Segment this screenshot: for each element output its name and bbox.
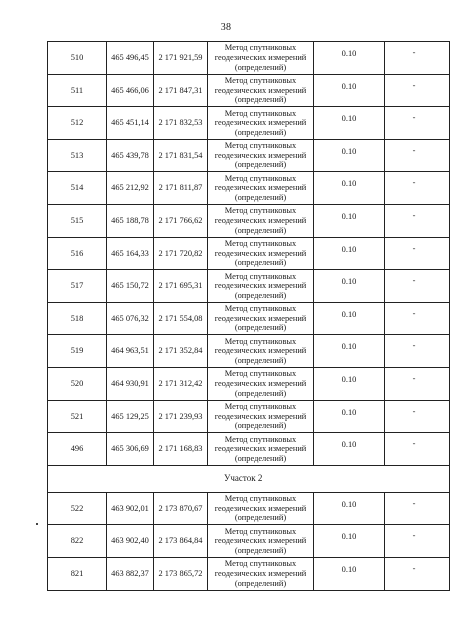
method-line: геодезических измерений	[214, 313, 307, 323]
point-number-cell: 520	[48, 367, 107, 400]
method-line: (определений)	[234, 258, 287, 268]
method-line: Метод спутниковых	[224, 43, 297, 53]
method-cell	[208, 42, 314, 75]
accuracy-cell	[314, 107, 385, 140]
method-line: геодезических измерений	[214, 248, 307, 258]
method-cell	[208, 367, 314, 400]
method-line: Метод спутниковых	[224, 336, 297, 346]
method-line: геодезических измерений	[214, 53, 307, 62]
x-coordinate-cell: 465 150,72	[107, 270, 154, 303]
method-line: геодезических измерений	[214, 568, 307, 578]
method-line: (определений)	[234, 225, 287, 235]
method-line: (определений)	[234, 355, 287, 365]
method-line: (определений)	[234, 290, 287, 300]
table-row	[48, 270, 450, 303]
y-coordinate-cell: 2 173 864,84	[154, 525, 208, 558]
x-coordinate-cell: 465 212,92	[107, 172, 154, 205]
method-cell	[208, 525, 314, 558]
method-line: геодезических измерений	[214, 444, 307, 454]
extra-cell-text: -	[412, 210, 416, 220]
y-coordinate-cell: 2 173 865,72	[154, 557, 208, 590]
method-line: (определений)	[234, 513, 287, 523]
method-line: Метод спутниковых	[224, 434, 297, 444]
extra-cell	[385, 139, 450, 172]
method-line: геодезических измерений	[214, 536, 307, 546]
point-number-cell: 822	[48, 525, 107, 558]
method-line: Метод спутниковых	[224, 304, 297, 314]
x-coordinate-cell: 465 129,25	[107, 400, 154, 433]
x-coordinate-cell: 463 882,37	[107, 557, 154, 590]
extra-cell-text: -	[412, 439, 416, 449]
method-line: (определений)	[234, 95, 287, 105]
method-cell	[208, 400, 314, 433]
accuracy-cell	[314, 74, 385, 107]
extra-cell-text: -	[412, 498, 416, 508]
method-line: геодезических измерений	[214, 346, 307, 356]
method-cell	[208, 204, 314, 237]
extra-cell-text: -	[412, 563, 416, 573]
x-coordinate-cell: 465 188,78	[107, 204, 154, 237]
point-number-cell: 516	[48, 237, 107, 270]
point-number-cell: 514	[48, 172, 107, 205]
extra-cell-text: -	[412, 373, 416, 383]
coordinates-table	[47, 41, 450, 591]
accuracy-cell-text: 0.10	[341, 179, 357, 189]
accuracy-cell	[314, 139, 385, 172]
method-line: (определений)	[234, 160, 287, 170]
x-coordinate-cell: 465 496,45	[107, 42, 154, 75]
extra-cell	[385, 270, 450, 303]
method-line: Метод спутниковых	[224, 401, 297, 411]
extra-cell	[385, 557, 450, 590]
point-number-cell: 521	[48, 400, 107, 433]
extra-cell-text: -	[412, 113, 416, 123]
table-row	[48, 433, 450, 466]
section-title: Участок 2	[48, 465, 450, 492]
accuracy-cell	[314, 270, 385, 303]
extra-cell	[385, 400, 450, 433]
table-row	[48, 302, 450, 335]
x-coordinate-cell: 465 164,33	[107, 237, 154, 270]
accuracy-cell-text: 0.10	[341, 374, 357, 384]
table-row	[48, 335, 450, 368]
y-coordinate-cell: 2 171 921,59	[154, 42, 208, 75]
extra-cell	[385, 367, 450, 400]
method-line: геодезических измерений	[214, 411, 307, 421]
method-cell	[208, 74, 314, 107]
accuracy-cell-text: 0.10	[341, 499, 357, 509]
method-line: геодезических измерений	[214, 85, 307, 95]
accuracy-cell	[314, 302, 385, 335]
extra-cell	[385, 525, 450, 558]
y-coordinate-cell: 2 171 352,84	[154, 335, 208, 368]
accuracy-cell-text: 0.10	[341, 244, 357, 254]
table-row	[48, 237, 450, 270]
method-line: геодезических измерений	[214, 215, 307, 225]
extra-cell-text: -	[412, 145, 416, 155]
method-line: (определений)	[234, 388, 287, 398]
x-coordinate-cell: 465 439,78	[107, 139, 154, 172]
page-number: 38	[220, 22, 232, 33]
method-line: (определений)	[234, 453, 287, 463]
point-number-cell: 517	[48, 270, 107, 303]
method-line: геодезических измерений	[214, 503, 307, 513]
extra-cell-text: -	[412, 308, 416, 318]
method-cell	[208, 172, 314, 205]
table-row	[48, 107, 450, 140]
method-line: Метод спутниковых	[224, 271, 297, 281]
accuracy-cell-text: 0.10	[341, 564, 357, 574]
extra-cell	[385, 74, 450, 107]
extra-cell-text: -	[412, 531, 416, 541]
accuracy-cell-text: 0.10	[341, 114, 357, 124]
method-cell	[208, 557, 314, 590]
accuracy-cell-text: 0.10	[341, 81, 357, 91]
point-number-cell: 821	[48, 557, 107, 590]
method-cell	[208, 139, 314, 172]
y-coordinate-cell: 2 171 312,42	[154, 367, 208, 400]
accuracy-cell-text: 0.10	[341, 211, 357, 221]
x-coordinate-cell: 465 451,14	[107, 107, 154, 140]
extra-cell-text: -	[412, 276, 416, 286]
method-line: Метод спутниковых	[224, 238, 297, 248]
point-number-cell: 515	[48, 204, 107, 237]
extra-cell	[385, 42, 450, 75]
method-line: (определений)	[234, 323, 287, 333]
method-line: Метод спутниковых	[224, 526, 297, 536]
table-row	[48, 492, 450, 525]
accuracy-cell	[314, 400, 385, 433]
accuracy-cell-text: 0.10	[341, 407, 357, 417]
table-row	[48, 400, 450, 433]
extra-cell-text: -	[412, 341, 416, 351]
method-line: Метод спутниковых	[224, 108, 297, 118]
method-line: (определений)	[234, 127, 287, 137]
accuracy-cell	[314, 42, 385, 75]
y-coordinate-cell: 2 171 695,31	[154, 270, 208, 303]
x-coordinate-cell: 465 306,69	[107, 433, 154, 466]
accuracy-cell	[314, 204, 385, 237]
y-coordinate-cell: 2 171 811,87	[154, 172, 208, 205]
method-cell	[208, 433, 314, 466]
method-line: (определений)	[234, 62, 287, 72]
x-coordinate-cell: 464 963,51	[107, 335, 154, 368]
table-row	[48, 42, 450, 75]
accuracy-cell	[314, 492, 385, 525]
accuracy-cell	[314, 433, 385, 466]
accuracy-cell	[314, 367, 385, 400]
method-line: Метод спутниковых	[224, 173, 297, 183]
extra-cell	[385, 433, 450, 466]
accuracy-cell-text: 0.10	[341, 440, 357, 450]
extra-cell	[385, 335, 450, 368]
method-line: геодезических измерений	[214, 118, 307, 128]
method-cell	[208, 237, 314, 270]
method-line: Метод спутниковых	[224, 206, 297, 216]
point-number-cell: 519	[48, 335, 107, 368]
extra-cell	[385, 172, 450, 205]
extra-cell-text: -	[412, 406, 416, 416]
x-coordinate-cell: 465 076,32	[107, 302, 154, 335]
table-row	[48, 172, 450, 205]
method-cell	[208, 107, 314, 140]
table-row	[48, 74, 450, 107]
accuracy-cell-text: 0.10	[341, 49, 357, 58]
accuracy-cell-text: 0.10	[341, 277, 357, 287]
extra-cell-text: -	[412, 48, 416, 57]
method-cell	[208, 270, 314, 303]
extra-cell	[385, 204, 450, 237]
y-coordinate-cell: 2 171 831,54	[154, 139, 208, 172]
accuracy-cell-text: 0.10	[341, 532, 357, 542]
extra-cell	[385, 302, 450, 335]
method-cell	[208, 302, 314, 335]
point-number-cell: 496	[48, 433, 107, 466]
x-coordinate-cell: 463 902,01	[107, 492, 154, 525]
point-number-cell: 522	[48, 492, 107, 525]
y-coordinate-cell: 2 173 870,67	[154, 492, 208, 525]
x-coordinate-cell: 464 930,91	[107, 367, 154, 400]
method-line: геодезических измерений	[214, 281, 307, 291]
y-coordinate-cell: 2 171 766,62	[154, 204, 208, 237]
y-coordinate-cell: 2 171 554,08	[154, 302, 208, 335]
y-coordinate-cell: 2 171 239,93	[154, 400, 208, 433]
method-cell	[208, 492, 314, 525]
method-line: Метод спутниковых	[224, 141, 297, 151]
point-number-cell: 511	[48, 74, 107, 107]
accuracy-cell-text: 0.10	[341, 342, 357, 352]
y-coordinate-cell: 2 171 720,82	[154, 237, 208, 270]
method-line: Метод спутниковых	[224, 559, 297, 569]
table-row	[48, 557, 450, 590]
y-coordinate-cell: 2 171 832,53	[154, 107, 208, 140]
method-line: (определений)	[234, 578, 287, 588]
accuracy-cell	[314, 557, 385, 590]
method-line: Метод спутниковых	[224, 494, 297, 504]
accuracy-cell	[314, 237, 385, 270]
table-row	[48, 525, 450, 558]
extra-cell	[385, 237, 450, 270]
point-number-cell: 510	[48, 42, 107, 75]
x-coordinate-cell: 465 466,06	[107, 74, 154, 107]
coordinates-table-body	[48, 42, 450, 591]
method-line: геодезических измерений	[214, 183, 307, 193]
method-line: (определений)	[234, 192, 287, 202]
method-line: (определений)	[234, 545, 287, 555]
method-cell	[208, 335, 314, 368]
table-row	[48, 139, 450, 172]
method-line: (определений)	[234, 421, 287, 431]
point-number-cell: 518	[48, 302, 107, 335]
extra-cell-text: -	[412, 243, 416, 253]
accuracy-cell	[314, 335, 385, 368]
section-header-row	[48, 465, 450, 492]
x-coordinate-cell: 463 902,40	[107, 525, 154, 558]
method-line: геодезических измерений	[214, 378, 307, 388]
point-number-cell: 513	[48, 139, 107, 172]
y-coordinate-cell: 2 171 847,31	[154, 74, 208, 107]
extra-cell-text: -	[412, 80, 416, 90]
method-line: Метод спутниковых	[224, 369, 297, 379]
scan-speck	[36, 523, 38, 525]
accuracy-cell-text: 0.10	[341, 309, 357, 319]
y-coordinate-cell: 2 171 168,83	[154, 433, 208, 466]
table-row	[48, 204, 450, 237]
extra-cell	[385, 107, 450, 140]
point-number-cell: 512	[48, 107, 107, 140]
extra-cell-text: -	[412, 178, 416, 188]
accuracy-cell	[314, 525, 385, 558]
method-line: Метод спутниковых	[224, 76, 297, 85]
table-row	[48, 367, 450, 400]
accuracy-cell	[314, 172, 385, 205]
accuracy-cell-text: 0.10	[341, 146, 357, 156]
extra-cell	[385, 492, 450, 525]
method-line: геодезических измерений	[214, 150, 307, 160]
